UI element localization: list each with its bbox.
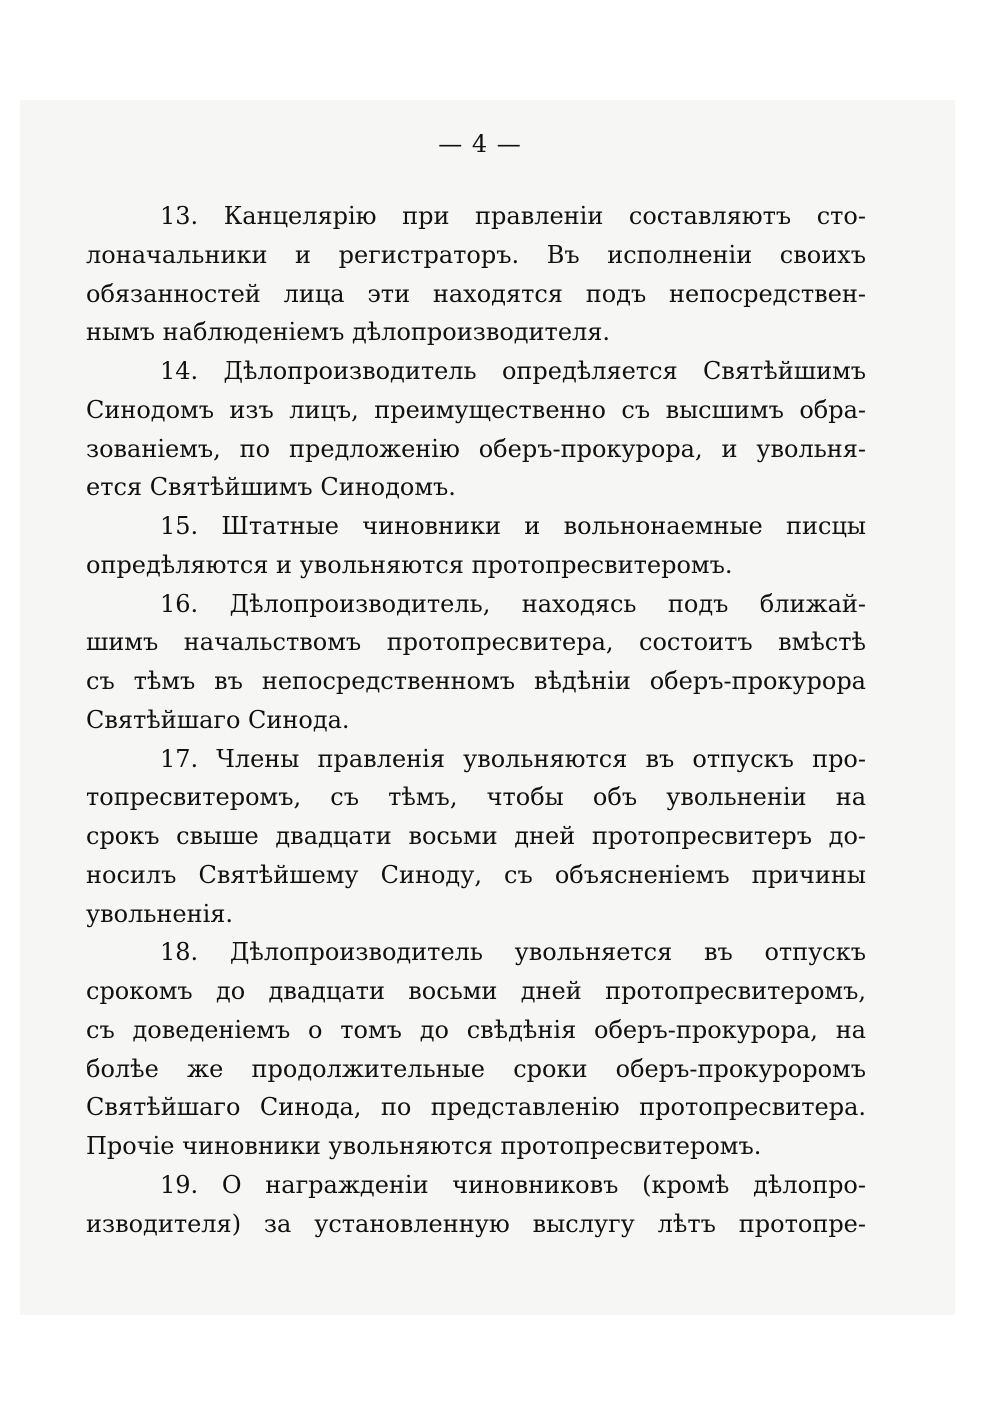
text-line: срокъ свыше двадцати восьми дней протопресвитеръ до-	[86, 822, 866, 850]
text-line: срокомъ до двадцати восьми дней протопресвитеромъ,	[86, 977, 866, 1005]
text-line: 14. Дѣлопроизводитель опредѣляется Святѣйшимъ	[160, 357, 866, 385]
text-line: нымъ наблюденіемъ дѣлопроизводителя.	[86, 318, 611, 346]
text-line: изводителя) за установленную выслугу лѣтъ протопре-	[86, 1210, 866, 1238]
text-line: 18. Дѣлопроизводитель увольняется въ отпускъ	[160, 938, 866, 966]
text-line: Синодомъ изъ лицъ, преимущественно съ высшимъ обра-	[86, 396, 866, 424]
text-line: болѣе же продолжительные сроки оберъ-прокуроромъ	[86, 1055, 866, 1083]
text-line: опредѣляются и увольняются протопресвитеромъ.	[86, 551, 733, 579]
text-line: носилъ Святѣйшему Синоду, съ объясненіемъ причины	[86, 861, 866, 889]
text-line: Прочіе чиновники увольняются протопресвитеромъ.	[86, 1132, 762, 1160]
text-line: ется Святѣйшимъ Синодомъ.	[86, 473, 456, 501]
text-line: 19. О награжденіи чиновниковъ (кромѣ дѣлопро-	[160, 1171, 866, 1199]
text-line: лоначальники и регистраторъ. Въ исполненіи своихъ	[86, 241, 866, 269]
page-number: — 4 —	[438, 130, 522, 158]
text-line: 15. Штатные чиновники и вольнонаемные писцы	[160, 512, 866, 540]
text-line: шимъ начальствомъ протопресвитера, состоитъ вмѣстѣ	[86, 628, 866, 656]
text-line: топресвитеромъ, съ тѣмъ, чтобы объ увольненіи на	[86, 783, 866, 811]
text-line: 13. Канцелярію при правленіи составляютъ сто-	[160, 202, 866, 230]
text-line: 17. Члены правленія увольняются въ отпускъ про-	[160, 745, 866, 773]
text-line: Святѣйшаго Синода, по представленію протопресвитера.	[86, 1093, 866, 1121]
text-line: увольненія.	[86, 900, 234, 928]
text-line: зованіемъ, по предложенію оберъ-прокурора, и увольня-	[86, 435, 866, 463]
text-line: съ доведеніемъ о томъ до свѣдѣнія оберъ-прокурора, на	[86, 1016, 866, 1044]
text-line: обязанностей лица эти находятся подъ непосредствен-	[86, 280, 866, 308]
text-line: съ тѣмъ въ непосредственномъ вѣдѣніи оберъ-прокурора	[86, 667, 866, 695]
text-line: Святѣйшаго Синода.	[86, 706, 350, 734]
text-line: 16. Дѣлопроизводитель, находясь подъ ближай-	[160, 590, 866, 618]
